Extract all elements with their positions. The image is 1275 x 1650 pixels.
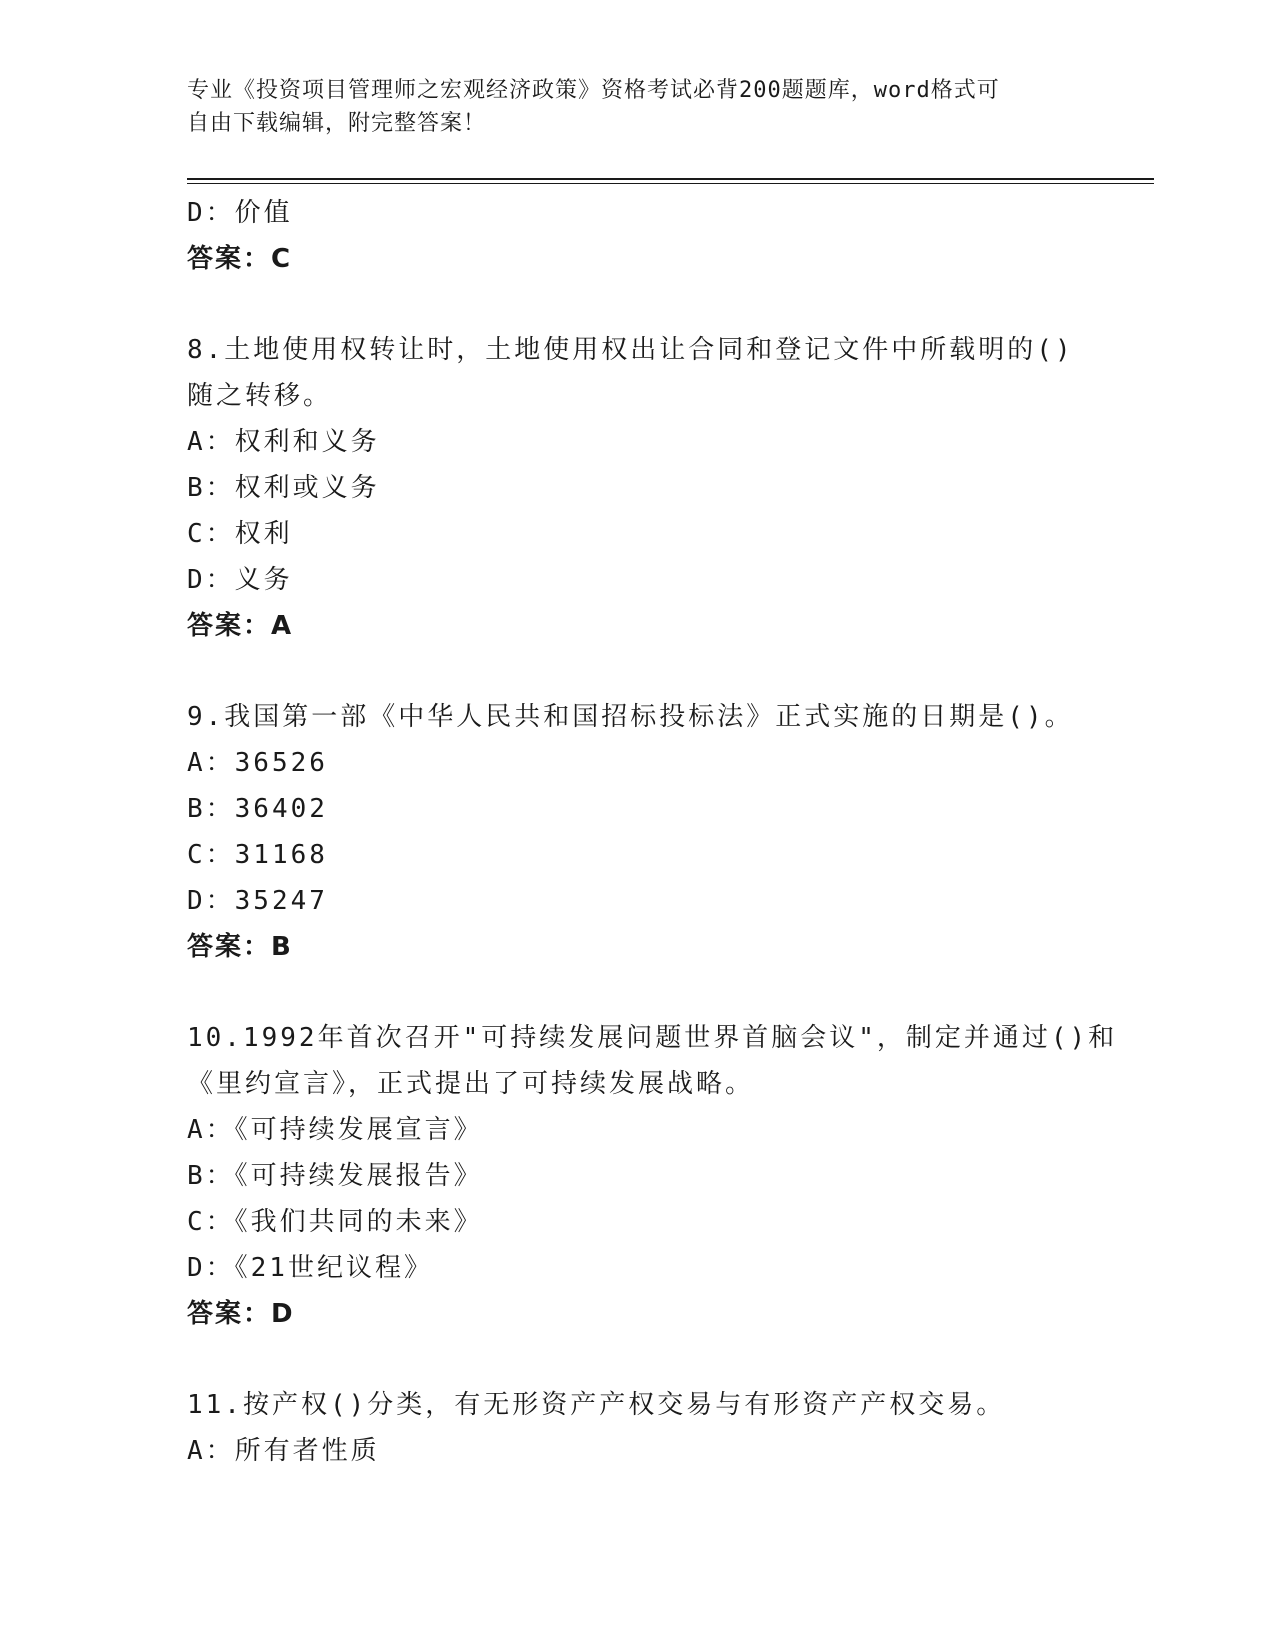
question-8-text-1: 8.土地使用权转让时，土地使用权出让合同和登记文件中所载明的()	[187, 335, 1074, 365]
question-10-text-1: 10.1992年首次召开"可持续发展问题世界首脑会议"，制定并通过()和	[187, 1023, 1118, 1053]
option-a: A：权利和义务	[187, 427, 380, 457]
answer-line: 答案：C	[187, 244, 293, 274]
option-a: A：所有者性质	[187, 1436, 380, 1466]
option-a: A：《可持续发展宣言》	[187, 1115, 483, 1145]
header-divider	[187, 178, 1154, 180]
header-line-1: 专业《投资项目管理师之宏观经济政策》资格考试必背200题题库，word格式可	[187, 78, 1000, 103]
spacer	[187, 649, 1087, 694]
option-d: D：35247	[187, 886, 328, 916]
option-d: D：义务	[187, 565, 293, 595]
question-list	[187, 190, 1118, 1474]
option-d: D：《21世纪议程》	[187, 1253, 433, 1283]
question-8-text-2: 随之转移。	[187, 381, 333, 411]
option-c: C：31168	[187, 840, 328, 870]
answer-line: 答案：B	[187, 932, 293, 962]
question-10-text-2: 《里约宣言》，正式提出了可持续发展战略。	[187, 1069, 755, 1099]
question-9-text: 9.我国第一部《中华人民共和国招标投标法》正式实施的日期是()。	[187, 702, 1074, 732]
header-line-2: 自由下载编辑，附完整答案！	[187, 111, 487, 136]
option-b: B：权利或义务	[187, 473, 380, 503]
spacer	[187, 970, 1087, 1015]
option-c: C：权利	[187, 519, 293, 549]
question-11-text: 11.按产权()分类，有无形资产产权交易与有形资产产权交易。	[187, 1390, 1006, 1420]
option-b: B：36402	[187, 794, 328, 824]
option-a: A：36526	[187, 748, 328, 778]
answer-line: 答案：A	[187, 611, 294, 641]
spacer	[187, 1337, 1087, 1382]
option-d: D：价值	[187, 198, 293, 228]
header-divider-thin	[187, 183, 1154, 184]
spacer	[187, 282, 1087, 327]
document-header	[187, 74, 1067, 140]
answer-line: 答案：D	[187, 1299, 295, 1329]
option-b: B：《可持续发展报告》	[187, 1161, 483, 1191]
option-c: C：《我们共同的未来》	[187, 1207, 483, 1237]
